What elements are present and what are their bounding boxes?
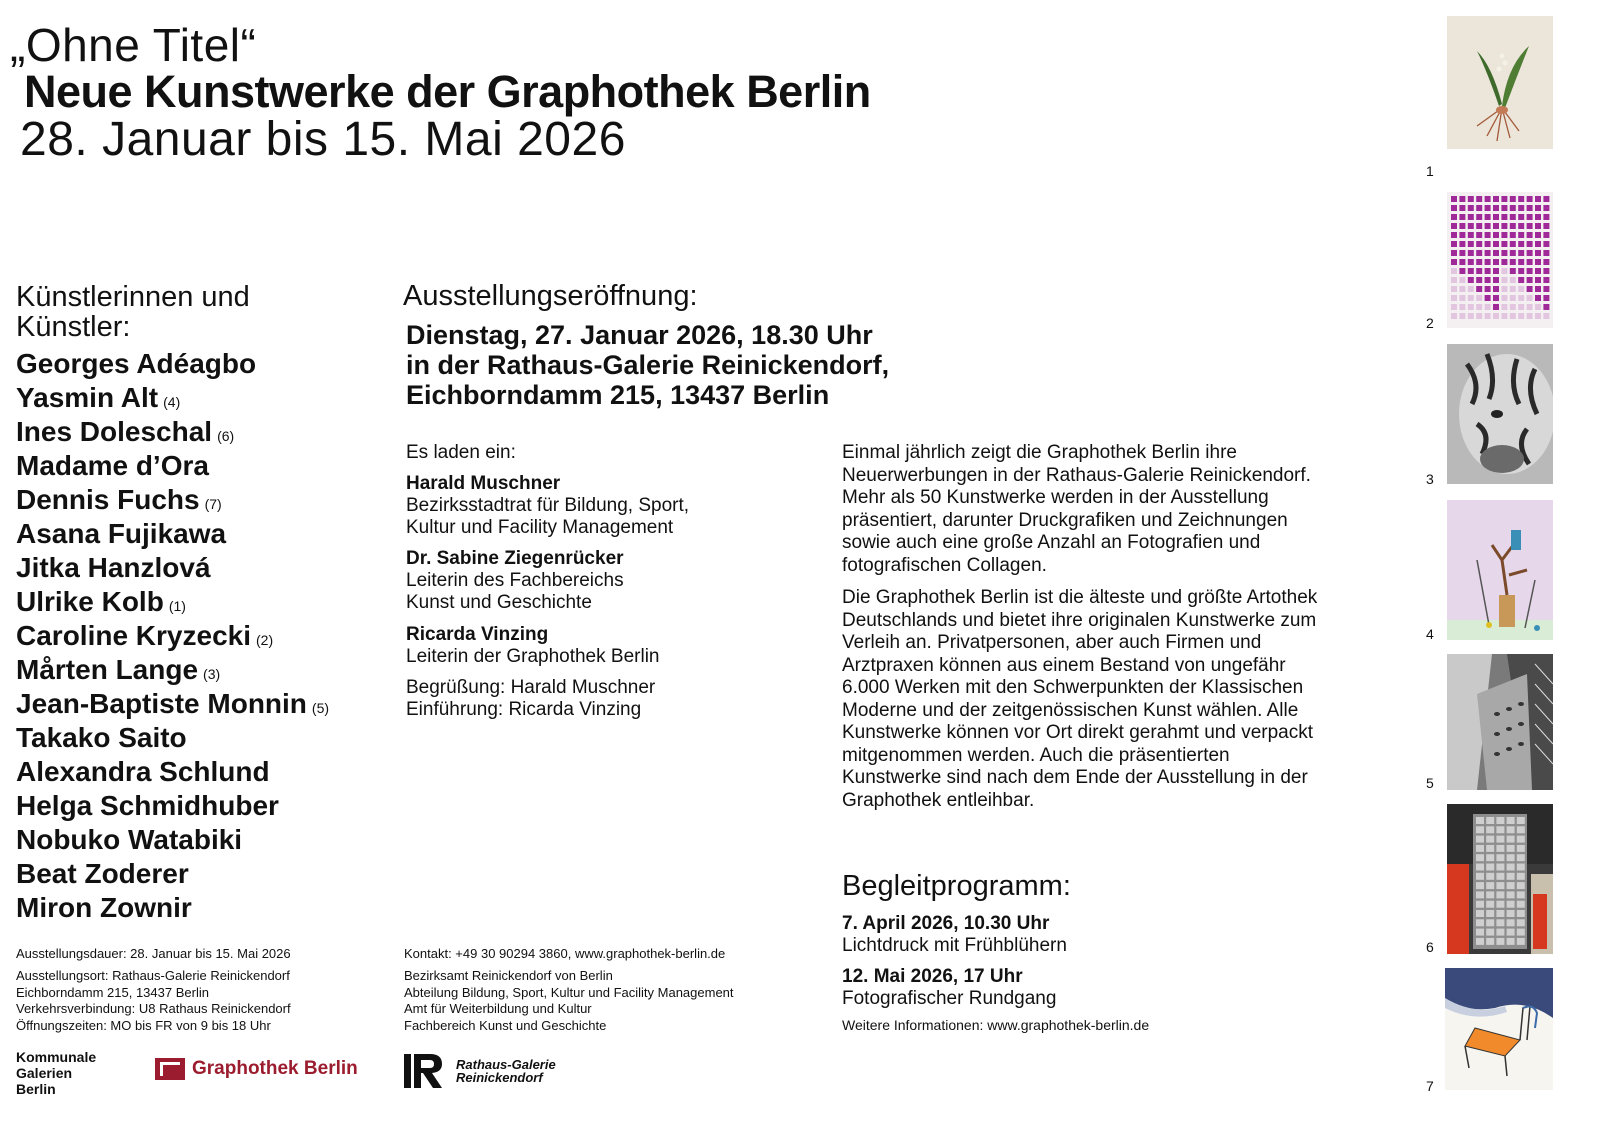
rathaus-logo-text [456, 1058, 556, 1084]
artist-item [16, 825, 329, 859]
host-block [406, 548, 624, 614]
thumbnail-number: 5 [1426, 775, 1434, 791]
artist-item [16, 485, 329, 519]
plant-artwork-thumbnail [1447, 16, 1553, 149]
artist-image-ref: (5) [311, 700, 330, 716]
artist-name: Beat Zoderer [16, 858, 189, 889]
tiger-photo-thumbnail [1447, 344, 1553, 484]
event-date: 7. April 2026, 10.30 Uhr [842, 913, 1050, 934]
purple-pattern-artwork-thumbnail [1447, 192, 1553, 328]
artist-name: Helga Schmidhuber [16, 790, 279, 821]
description-paragraph: Die Graphothek Berlin ist die älteste und größte Artothek Deutschlands und bietet ihre originalen Kunstwerke zum Verleih an. Privatpersonen, aber auch Firmen und Arztpraxen können aus einem Bestand von ungefähr 6.000 Werken mit den Schwerpunkten der Klassischen Moderne und der zeitgenössischen Kunst wählen. Alle Kunstwerke können vor Ort direkt gerahmt und verpackt mitgenommen werden. Auch die präsentierten Kunstwerke sind nach dem Ende der Ausstellung in der Graphothek entleihbar. [842, 587, 1318, 811]
artist-name: Georges Adéagbo [16, 348, 257, 379]
artist-name: Asana Fujikawa [16, 518, 227, 549]
artist-item [16, 893, 329, 927]
artist-name: Caroline Kryzecki [16, 620, 251, 651]
logo-text: Reinickendorf [456, 1070, 543, 1085]
artist-name: Miron Zownir [16, 892, 192, 923]
greeting-line: Begrüßung: Harald Muschner [406, 677, 656, 698]
artist-image-ref: (1) [168, 598, 186, 614]
logo-text: Galerien [16, 1065, 73, 1081]
opening-date: Dienstag, 27. Januar 2026, 18.30 Uhr [406, 320, 873, 350]
artist-name: Jitka Hanzlová [16, 552, 211, 583]
footer-org-line: Amt für Weiterbildung und Kultur [404, 1001, 592, 1016]
kommunale-galerien-logo [16, 1049, 96, 1097]
artist-name: Takako Saito [16, 722, 187, 753]
footer-transport: Verkehrsverbindung: U8 Rathaus Reinickendorf [16, 1001, 291, 1016]
artist-name: Dennis Fuchs [16, 484, 200, 515]
artist-item [16, 859, 329, 893]
thumbnail-number: 2 [1426, 315, 1434, 331]
host-role: Leiterin des Fachbereichs [406, 570, 624, 591]
exhibition-title-quote: „Ohne Titel“ [10, 19, 257, 71]
introduction-line: Einführung: Ricarda Vinzing [406, 699, 642, 720]
graphothek-logo [155, 1058, 358, 1080]
artist-item [16, 791, 329, 825]
logo-text: Rathaus-Galerie [456, 1057, 556, 1072]
footer-venue-line: Ausstellungsort: Rathaus-Galerie Reinickendorf [16, 968, 290, 983]
artist-item [16, 383, 329, 417]
program-event [842, 913, 1067, 957]
artist-image-ref: (3) [203, 666, 221, 682]
host-role: Leiterin der Graphothek Berlin [406, 646, 660, 667]
graphothek-logo-text: Graphothek Berlin [192, 1058, 358, 1079]
opening-details [406, 320, 889, 410]
footer-hours: Öffnungszeiten: MO bis FR von 9 bis 18 Uhr [16, 1017, 271, 1033]
footer-org-line: Fachbereich Kunst und Geschichte [404, 1017, 607, 1033]
description-paragraph: Einmal jährlich zeigt die Graphothek Berlin ihre Neuerwerbungen in der Rathaus-Galerie Reinickendorf. Mehr als 50 Kunstwerke werden in der Ausstellung präsentiert, darunter Druckgrafiken und Zeichnungen sowie auch eine große Anzahl an Fotografien und fotografischen Collagen. [842, 442, 1311, 576]
exhibition-title: Neue Kunstwerke der Graphothek Berlin [24, 66, 871, 117]
event-title: Fotografischer Rundgang [842, 988, 1057, 1009]
thumbnail-number: 7 [1426, 1078, 1434, 1094]
footer-duration: Ausstellungsdauer: 28. Januar bis 15. Mai 2026 [16, 946, 291, 961]
artist-item [16, 757, 329, 791]
footer-venue [16, 968, 291, 1034]
event-title: Lichtdruck mit Frühblühern [842, 935, 1067, 956]
opening-heading: Ausstellungseröffnung: [403, 280, 698, 312]
artist-name: Jean-Baptiste Monnin [16, 688, 307, 719]
artist-name: Alexandra Schlund [16, 756, 270, 787]
artist-image-ref: (6) [217, 428, 235, 444]
artist-name: Yasmin Alt [16, 382, 159, 413]
artist-item [16, 655, 329, 689]
host-role: Kunst und Geschichte [406, 592, 592, 613]
artist-name: Nobuko Watabiki [16, 824, 243, 855]
artist-item [16, 519, 329, 553]
logo-text: Berlin [16, 1081, 56, 1097]
artist-name: Mårten Lange [16, 654, 199, 685]
artist-item [16, 587, 329, 621]
footer-organisation [404, 968, 734, 1034]
invitation-intro: Es laden ein: [406, 442, 516, 463]
thumbnail-number: 1 [1426, 163, 1434, 179]
artist-image-ref: (2) [256, 632, 274, 648]
host-block [406, 473, 689, 539]
graphothek-mark-icon [155, 1058, 185, 1080]
artist-item [16, 723, 329, 757]
artist-item [16, 349, 329, 383]
thumbnail-number: 3 [1426, 471, 1434, 487]
footer-org-line: Abteilung Bildung, Sport, Kultur und Facility Management [404, 984, 734, 1000]
artist-item [16, 689, 329, 723]
artist-item [16, 417, 329, 451]
artist-name: Madame d’Ora [16, 450, 209, 481]
artists-list [16, 349, 329, 927]
artists-heading: Künstlerinnen und Künstler: [16, 281, 250, 343]
footer-contact: Kontakt: +49 30 90294 3860, www.graphothek-berlin.de [404, 946, 726, 961]
facade-artwork-thumbnail [1447, 804, 1553, 954]
artist-item [16, 451, 329, 485]
event-date: 12. Mai 2026, 17 Uhr [842, 966, 1023, 987]
footer-venue-line: Eichborndamm 215, 13437 Berlin [16, 984, 209, 1000]
opening-address: Eichborndamm 215, 13437 Berlin [406, 380, 830, 410]
artist-name: Ulrike Kolb [16, 586, 164, 617]
footer-org-line: Bezirksamt Reinickendorf von Berlin [404, 968, 613, 983]
artist-name: Ines Doleschal [16, 416, 213, 447]
program-more-info: Weitere Informationen: www.graphothek-berlin.de [842, 1017, 1150, 1033]
opening-venue: in der Rathaus-Galerie Reinickendorf, [406, 350, 890, 380]
thumbnail-number: 4 [1426, 626, 1434, 642]
artist-item [16, 621, 329, 655]
host-block [406, 624, 659, 668]
rathaus-galerie-logo [404, 1054, 556, 1088]
exhibition-dates: 28. Januar bis 15. Mai 2026 [20, 113, 626, 166]
artist-image-ref: (4) [163, 394, 181, 410]
sculpture-photo-thumbnail [1447, 500, 1553, 640]
host-role: Bezirksstadtrat für Bildung, Sport, [406, 495, 690, 516]
host-role: Kultur und Facility Management [406, 517, 674, 538]
thumbnail-number: 6 [1426, 939, 1434, 955]
host-name: Harald Muschner [406, 473, 561, 494]
logo-text: Kommunale [16, 1049, 97, 1065]
chair-drawing-thumbnail [1445, 968, 1553, 1090]
artist-image-ref: (7) [204, 496, 222, 512]
ceremony-program [406, 677, 655, 721]
rathaus-mark-icon [404, 1054, 444, 1088]
architecture-photo-thumbnail [1447, 654, 1553, 790]
program-heading: Begleitprogramm: [842, 870, 1071, 902]
host-name: Ricarda Vinzing [406, 624, 549, 645]
program-event [842, 966, 1056, 1010]
host-name: Dr. Sabine Ziegenrücker [406, 548, 624, 569]
artist-item [16, 553, 329, 587]
